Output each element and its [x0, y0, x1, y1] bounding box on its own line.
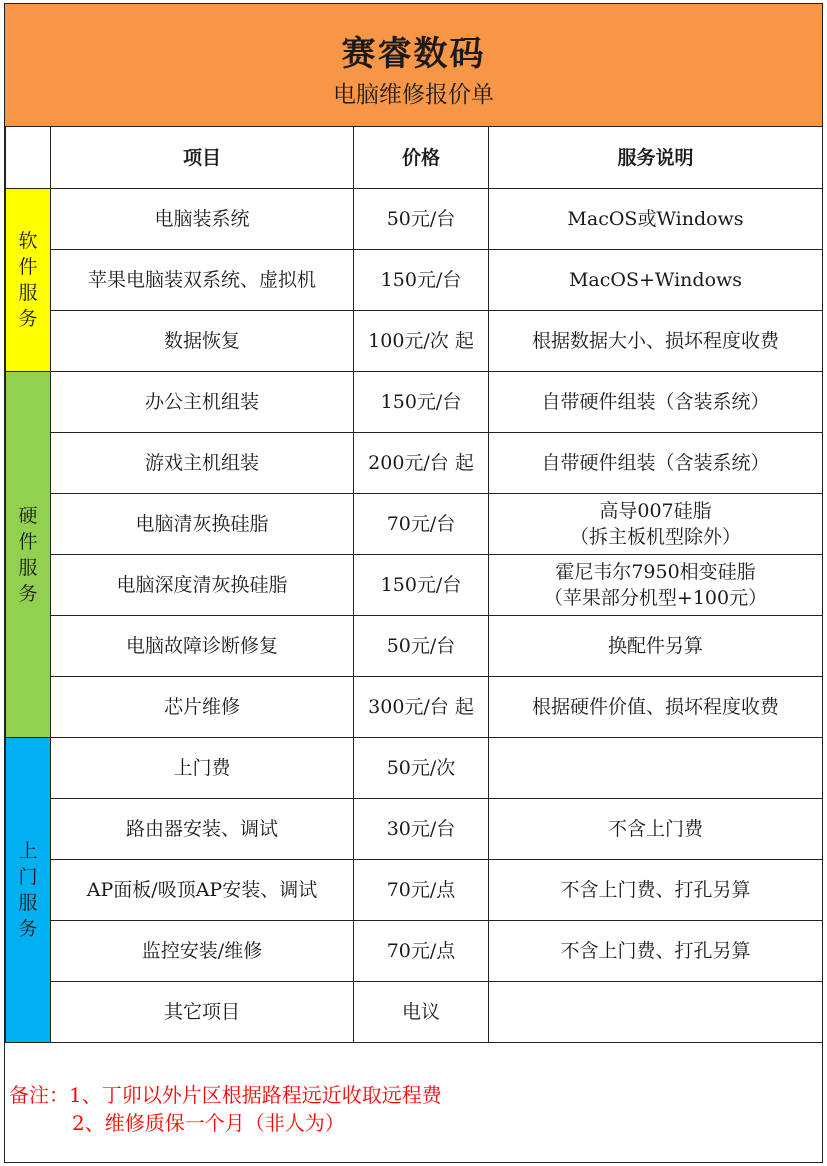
- price-sheet: [4, 3, 823, 1163]
- row-desc: [489, 555, 823, 616]
- category-hardware: [6, 372, 51, 738]
- row-item: 芯片维修: [51, 677, 354, 738]
- table-row: [6, 189, 823, 250]
- table-row: [6, 433, 823, 494]
- row-desc-line1: 高导007硅脂: [599, 500, 712, 522]
- column-header-desc: 服务说明: [489, 127, 823, 189]
- table-row: [6, 982, 823, 1043]
- sheet-header: [5, 4, 822, 127]
- row-item: 电脑装系统: [51, 189, 354, 250]
- row-desc: MacOS+Windows: [489, 250, 823, 311]
- row-desc: 根据数据大小、损坏程度收费: [489, 311, 823, 372]
- row-item: 数据恢复: [51, 311, 354, 372]
- table-row: [6, 311, 823, 372]
- row-desc-line1: 霍尼韦尔7950相变硅脂: [555, 561, 756, 583]
- row-desc: 根据硬件价值、损坏程度收费: [489, 677, 823, 738]
- header-blank-cell: [6, 127, 51, 189]
- table-row: [6, 250, 823, 311]
- row-price: 50元/台: [354, 616, 489, 677]
- row-price: 70元/台: [354, 494, 489, 555]
- row-desc: [489, 738, 823, 799]
- remark-line-1: 备注：1、丁卯以外片区根据路程远近收取远程费: [9, 1083, 442, 1107]
- row-item: 办公主机组装: [51, 372, 354, 433]
- table-header-row: [6, 127, 823, 189]
- row-item: 电脑故障诊断修复: [51, 616, 354, 677]
- column-header-price: 价格: [354, 127, 489, 189]
- remarks: [5, 1042, 822, 1162]
- row-price: 200元/台 起: [354, 433, 489, 494]
- row-price: 300元/台 起: [354, 677, 489, 738]
- row-price: 50元/台: [354, 189, 489, 250]
- row-item: 其它项目: [51, 982, 354, 1043]
- row-item: 苹果电脑装双系统、虚拟机: [51, 250, 354, 311]
- row-item: 电脑深度清灰换硅脂: [51, 555, 354, 616]
- category-label: 软件服务: [18, 230, 38, 330]
- row-item: 上门费: [51, 738, 354, 799]
- row-desc-line2: （拆主板机型除外）: [569, 526, 741, 548]
- row-item: AP面板/吸顶AP安装、调试: [51, 860, 354, 921]
- row-desc: [489, 494, 823, 555]
- remark-line-2: 2、维修质保一个月（非人为）: [72, 1111, 345, 1135]
- row-price: 70元/点: [354, 860, 489, 921]
- column-header-item: 项目: [51, 127, 354, 189]
- row-desc: 自带硬件组装（含装系统）: [489, 433, 823, 494]
- row-desc: 不含上门费、打孔另算: [489, 921, 823, 982]
- row-desc: 换配件另算: [489, 616, 823, 677]
- row-price: 电议: [354, 982, 489, 1043]
- table-row: [6, 494, 823, 555]
- table-row: [6, 677, 823, 738]
- table-row: [6, 860, 823, 921]
- row-desc: 不含上门费: [489, 799, 823, 860]
- row-desc: 不含上门费、打孔另算: [489, 860, 823, 921]
- row-price: 150元/台: [354, 555, 489, 616]
- row-item: 电脑清灰换硅脂: [51, 494, 354, 555]
- row-price: 70元/点: [354, 921, 489, 982]
- row-price: 150元/台: [354, 372, 489, 433]
- table-row: [6, 555, 823, 616]
- category-label: 硬件服务: [18, 504, 38, 605]
- row-desc: MacOS或Windows: [489, 189, 823, 250]
- category-label: 上门服务: [18, 840, 38, 940]
- row-price: 100元/次 起: [354, 311, 489, 372]
- table-row: [6, 372, 823, 433]
- row-price: 150元/台: [354, 250, 489, 311]
- category-onsite: [6, 738, 51, 1043]
- row-desc: 自带硬件组装（含装系统）: [489, 372, 823, 433]
- row-price: 50元/次: [354, 738, 489, 799]
- table-row: [6, 921, 823, 982]
- shop-title: 赛睿数码: [341, 34, 486, 74]
- table-row: [6, 799, 823, 860]
- row-price: 30元/台: [354, 799, 489, 860]
- row-desc-line2: （苹果部分机型+100元）: [543, 587, 768, 609]
- table-row: [6, 738, 823, 799]
- row-item: 游戏主机组装: [51, 433, 354, 494]
- price-table: [5, 126, 823, 1043]
- table-row: [6, 616, 823, 677]
- row-desc: [489, 982, 823, 1043]
- sheet-subtitle: 电脑维修报价单: [333, 82, 494, 108]
- category-software: [6, 189, 51, 372]
- row-item: 路由器安装、调试: [51, 799, 354, 860]
- row-item: 监控安装/维修: [51, 921, 354, 982]
